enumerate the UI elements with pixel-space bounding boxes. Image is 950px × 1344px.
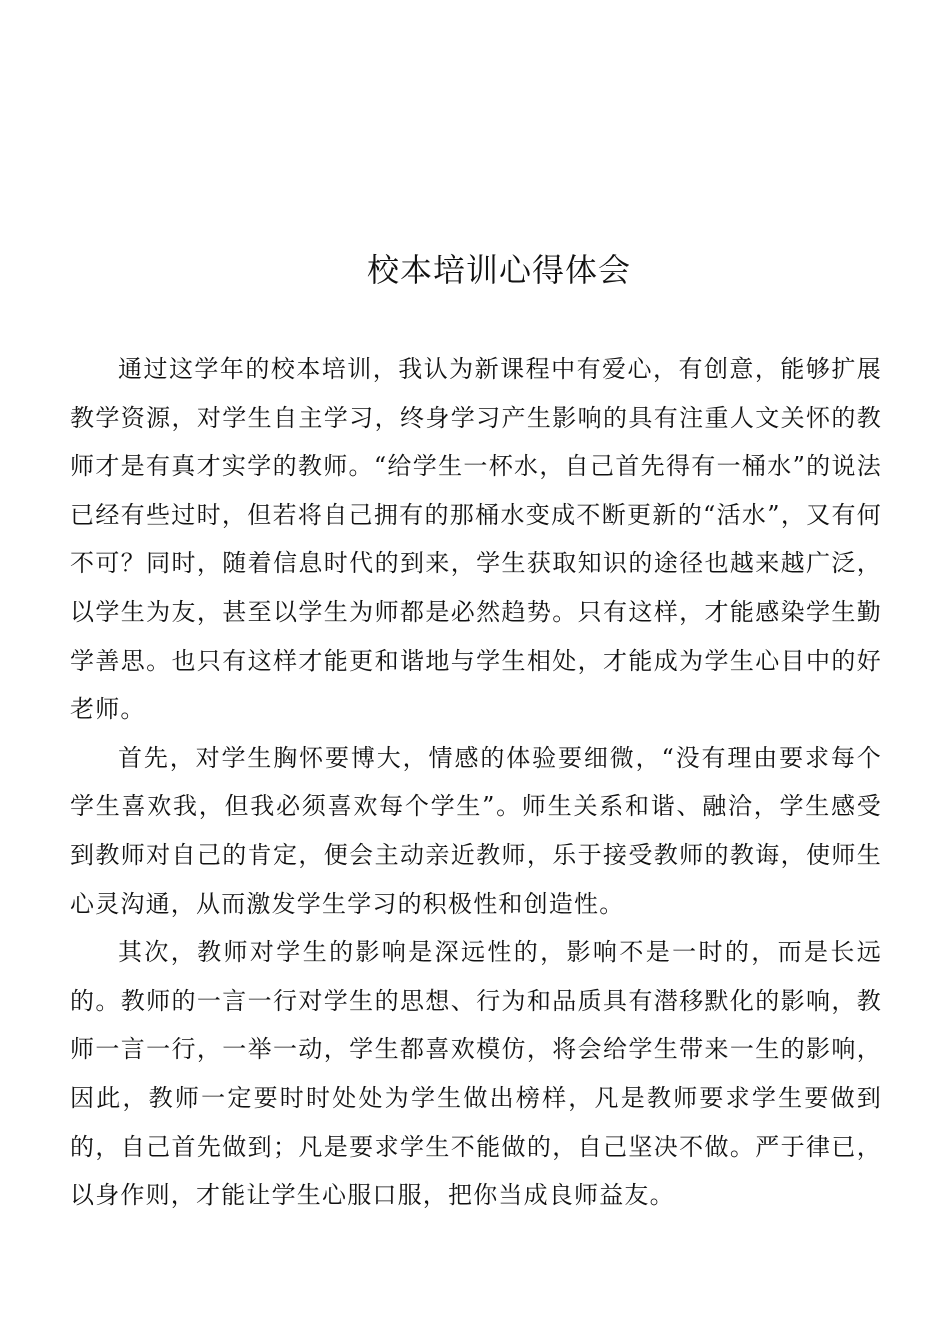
paragraph-1: 通过这学年的校本培训，我认为新课程中有爱心，有创意，能够扩展教学资源，对学生自主学习，终身学习产生影响的具有注重人文关怀的教师才是有真才实学的教师。“给学生一杯水，自己首先得有一桶水”的说法已经有些过时，但若将自己拥有的那桶水变成不断更新的“活水”，又有何不可？同时，随着信息时代的到来，学生获取知识的途径也越来越广泛，以学生为友，甚至以学生为师都是必然趋势。只有这样，才能感染学生勤学善思。也只有这样才能更和谐地与学生相处，才能成为学生心目中的好老师。 — [70, 355, 882, 724]
document-body — [70, 345, 882, 1220]
paragraph-2: 首先，对学生胸怀要博大，情感的体验要细微，“没有理由要求每个学生喜欢我，但我必须喜欢每个学生”。师生关系和谐、融洽，学生感受到教师对自己的肯定，便会主动亲近教师，乐于接受教师的教诲，使师生心灵沟通，从而激发学生学习的积极性和创造性。 — [70, 743, 882, 918]
paragraph-3: 其次，教师对学生的影响是深远性的，影响不是一时的，而是长远的。教师的一言一行对学生的思想、行为和品质具有潜移默化的影响，教师一言一行，一举一动，学生都喜欢模仿，将会给学生带来一生的影响，因此，教师一定要时时处处为学生做出榜样，凡是教师要求学生要做到的，自己首先做到；凡是要求学生不能做的，自己坚决不做。严于律已，以身作则，才能让学生心服口服，把你当成良师益友。 — [70, 938, 882, 1210]
document-title: 校本培训心得体会 — [366, 251, 631, 289]
